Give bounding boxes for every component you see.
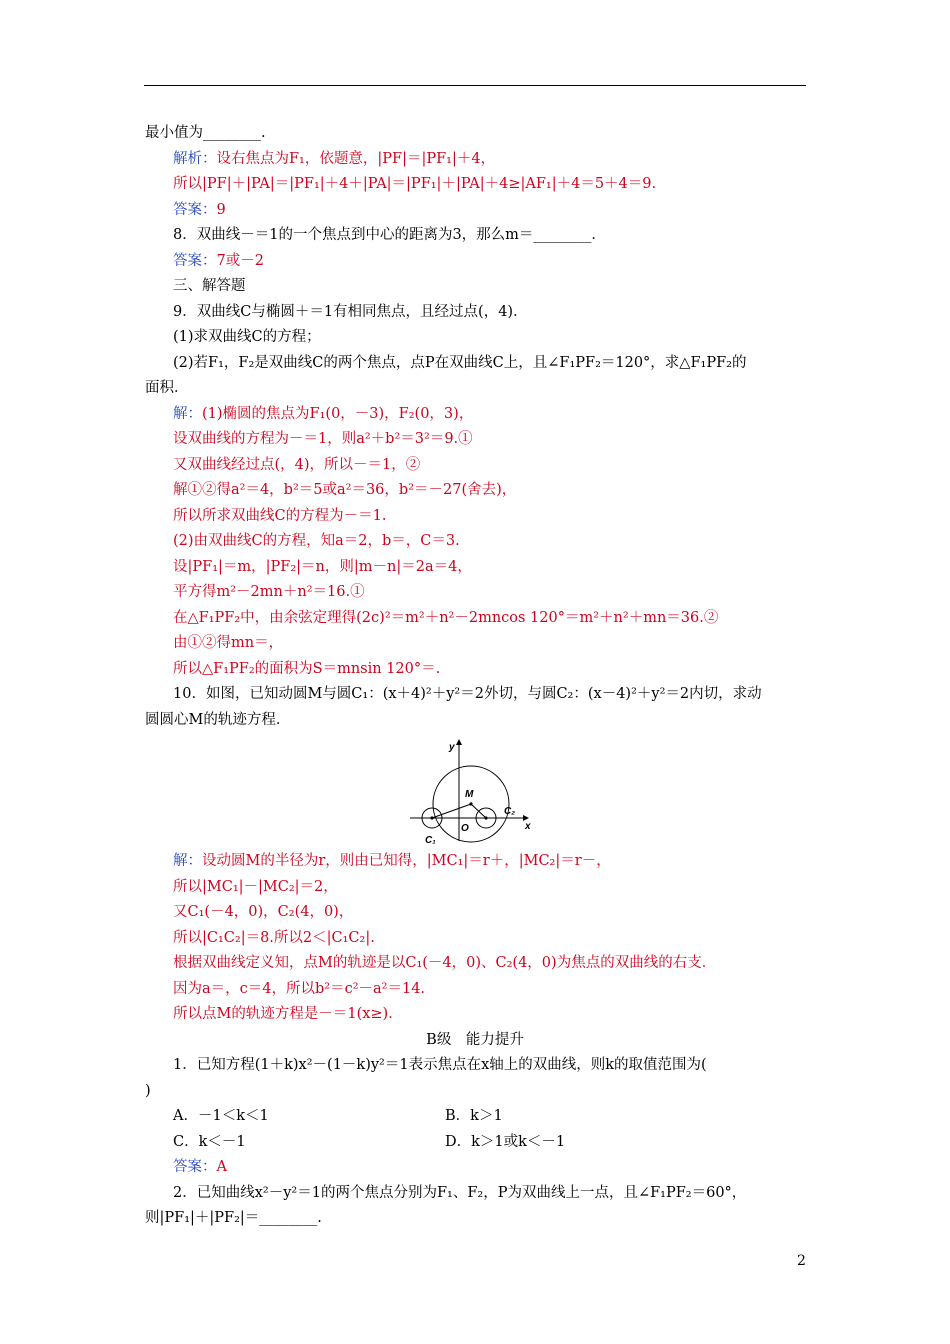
answer-label: 答案： [173,201,217,218]
question-b2: 2．已知曲线x²－y²＝1的两个焦点分别为F₁、F₂，P为双曲线上一点，且∠F₁PF₂＝60°， [173,1184,747,1201]
answer-value: 9 [216,201,226,218]
solution-line: 解①②得a²＝4，b²＝5或a²＝36，b²＝－27(舍去)， [173,482,517,498]
answer-line [145,198,805,224]
question-b1-cont: ) [145,1082,151,1099]
section-heading-b: B级 能力提升 [426,1031,524,1048]
options-grid [145,1104,805,1155]
circle-figure [145,737,805,847]
analysis-line: 所以|PF|＋|PA|＝|PF₁|＋4＋|PA|＝|PF₁|＋|PA|＋4≥|AF₁|＋4＝5＋4＝9. [173,176,657,192]
question-b1: 1．已知方程(1＋k)x²－(1－k)y²＝1表示焦点在x轴上的双曲线，则k的取值范围为( [173,1057,707,1073]
analysis-label: 解析： [173,150,217,167]
solution-line: 所以所求双曲线C的方程为－＝1. [173,507,387,524]
solution-label: 解： [173,405,202,422]
answer-value: A [216,1159,227,1175]
point-c1 [430,816,433,819]
text-line: 最小值为________. [145,125,266,141]
y-axis-arrow [456,739,462,745]
answer-label: 答案： [173,1159,217,1175]
solution-line: 根据双曲线定义知，点M的轨迹是以C₁(－4，0)、C₂(4，0)为焦点的双曲线的右支． [173,955,717,971]
question-b2-cont: 则|PF₁|＋|PF₂|＝________. [145,1210,322,1226]
label-x: x [525,821,531,832]
option-c: C．k＜－1 [173,1133,246,1150]
question-10: 10．如图，已知动圆M与圆C₁：(x＋4)²＋y²＝2外切，与圆C₂：(x－4)²＋y²＝2内切，求动 [173,686,762,702]
label-c1: C₁ [425,835,436,846]
segment-mc2 [471,804,486,818]
solution-line: 由①②得mn＝， [173,635,284,651]
option-a: A．－1＜k＜1 [173,1108,269,1124]
solution-line: (2)由双曲线C的方程，知a＝2，b＝，C＝3. [173,533,460,549]
header-rule [144,85,806,86]
solution-line [145,849,805,875]
answer-value: 7或－2 [216,252,264,269]
question-9: 9．双曲线C与椭圆＋＝1有相同焦点，且经过点(，4)． [173,303,528,320]
option-d: D．k＞1或k＜－1 [445,1133,566,1150]
solution-line: 在△F₁PF₂中，由余弦定理得(2c)²＝m²＋n²－2mncos 120°＝m²＋n²＋mn＝36.② [173,609,719,626]
answer-line [145,249,805,275]
answer-label: 答案： [173,252,217,269]
label-y: y [449,742,455,753]
solution-line: 所以|MC₁|－|MC₂|＝2， [173,878,338,895]
section-heading: 三、解答题 [173,278,246,294]
question-10-cont: 圆圆心M的轨迹方程． [145,711,291,728]
question-9-part-2: (2)若F₁，F₂是双曲线C的两个焦点，点P在双曲线C上，且∠F₁PF₂＝120°，求△F₁PF₂的 [173,354,747,371]
solution-label: 解： [173,853,202,869]
solution-line: 所以|C₁C₂|＝8.所以2＜|C₁C₂|. [173,929,375,946]
segment-mc1 [432,804,471,818]
solution-line: 设|PF₁|＝m，|PF₂|＝n，则|m－n|＝2a＝4， [173,558,472,575]
solution-line: 所以点M的轨迹方程是－＝1(x≥)． [173,1006,403,1022]
option-b: B．k＞1 [445,1108,503,1124]
solution-line [145,402,805,428]
point-c2 [484,816,487,819]
label-c2: C₂ [504,806,516,817]
question-9-part-1: (1)求双曲线C的方程； [173,329,321,345]
solution-line: 所以△F₁PF₂的面积为S＝mnsin 120°＝. [173,660,441,677]
page-number: 2 [797,1253,806,1269]
analysis-text: 设右焦点为F₁，依题意，|PF|＝|PF₁|＋4， [216,150,496,167]
solution-text: (1)椭圆的焦点为F₁(0，－3)，F₂(0，3)， [202,405,474,422]
document-body [145,121,805,1232]
circle-diagram [405,737,545,847]
label-m: M [465,789,474,800]
solution-text: 设动圆M的半径为r，则由已知得，|MC₁|＝r＋，|MC₂|＝r－， [202,853,611,869]
solution-line: 因为a＝，c＝4，所以b²＝c²－a²＝14. [173,980,426,997]
solution-line: 平方得m²－2mn＋n²＝16.① [173,584,365,600]
label-o: O [461,823,469,834]
solution-line: 又双曲线经过点(，4)，所以－＝1，② [173,456,421,473]
question-8: 8．双曲线－＝1的一个焦点到中心的距离为3，那么m＝________． [173,227,606,243]
analysis-line [145,147,805,173]
answer-line [145,1155,805,1181]
question-9-part-2-cont: 面积． [145,380,189,396]
point-m [469,802,472,805]
solution-line: 又C₁(－4，0)，C₂(4，0)， [173,904,354,920]
solution-line: 设双曲线的方程为－＝1，则a²＋b²＝3²＝9.① [173,431,473,447]
